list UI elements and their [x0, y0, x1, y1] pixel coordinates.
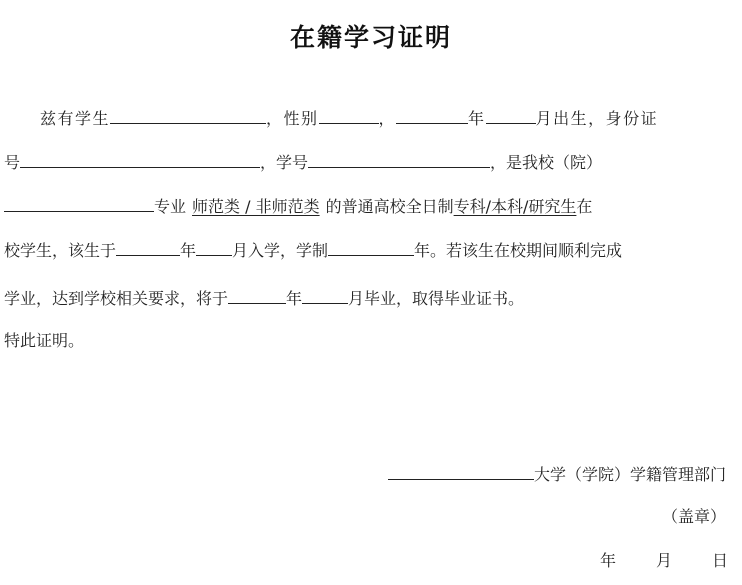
student-number-blank	[308, 148, 490, 168]
text-complete: 年。若该生在校期间顺利完成	[414, 241, 623, 260]
degree-level-option: 专科/本科/研究生	[453, 197, 577, 216]
birth-month-blank	[486, 104, 536, 124]
text-comma: ，	[378, 109, 397, 128]
birth-year-blank	[396, 104, 468, 124]
body-line-3	[4, 192, 592, 218]
text-graduate: 学业，达到学校相关要求，将于	[4, 289, 229, 308]
normal-type-option: 师范类 / 非师范类	[192, 197, 320, 216]
body-line-2	[4, 148, 602, 174]
text-student-no: ，学号	[260, 153, 309, 172]
text-number: 号	[4, 153, 21, 172]
text-fulltime: 的普通高校全日制	[325, 197, 454, 216]
date-line	[600, 548, 728, 574]
major-blank	[4, 192, 154, 212]
graduate-month-blank	[302, 284, 348, 304]
text-diploma: 月毕业，取得毕业证书。	[348, 289, 525, 308]
date-month: 月	[655, 551, 672, 570]
text-student: 兹有学生	[40, 109, 111, 128]
enroll-year-blank	[116, 236, 180, 256]
student-name-blank	[110, 104, 266, 124]
text-school: ，是我校（院）	[490, 153, 603, 172]
text-at: 在	[576, 197, 593, 216]
body-line-1	[40, 104, 658, 130]
dept-name: 大学（学院）学籍管理部门	[533, 465, 726, 484]
text-year: 年	[468, 109, 486, 128]
text-hereby: 特此证明。	[4, 331, 85, 350]
university-name-blank	[388, 460, 534, 480]
date-year: 年	[599, 551, 616, 570]
enroll-month-blank	[196, 236, 232, 256]
seal-line	[662, 504, 726, 530]
text-enroll-year: 年	[180, 241, 197, 260]
text-gender: ，性别	[266, 109, 319, 128]
text-enrolled: 校学生，该生于	[4, 241, 117, 260]
id-number-blank	[20, 148, 260, 168]
body-line-5	[4, 284, 524, 310]
graduate-year-blank	[228, 284, 286, 304]
gender-blank	[319, 104, 379, 124]
seal-text: （盖章）	[661, 507, 726, 526]
duration-blank	[328, 236, 414, 256]
signature-dept	[388, 460, 726, 486]
text-born-id: 月出生，身份证	[535, 109, 659, 128]
document-title: 在籍学习证明	[289, 23, 452, 52]
date-day: 日	[711, 551, 728, 570]
body-line-6	[4, 328, 84, 354]
body-line-4	[4, 236, 622, 262]
text-duration: 月入学，学制	[232, 241, 329, 260]
text-major: 专业	[154, 197, 187, 216]
text-grad-year: 年	[286, 289, 303, 308]
